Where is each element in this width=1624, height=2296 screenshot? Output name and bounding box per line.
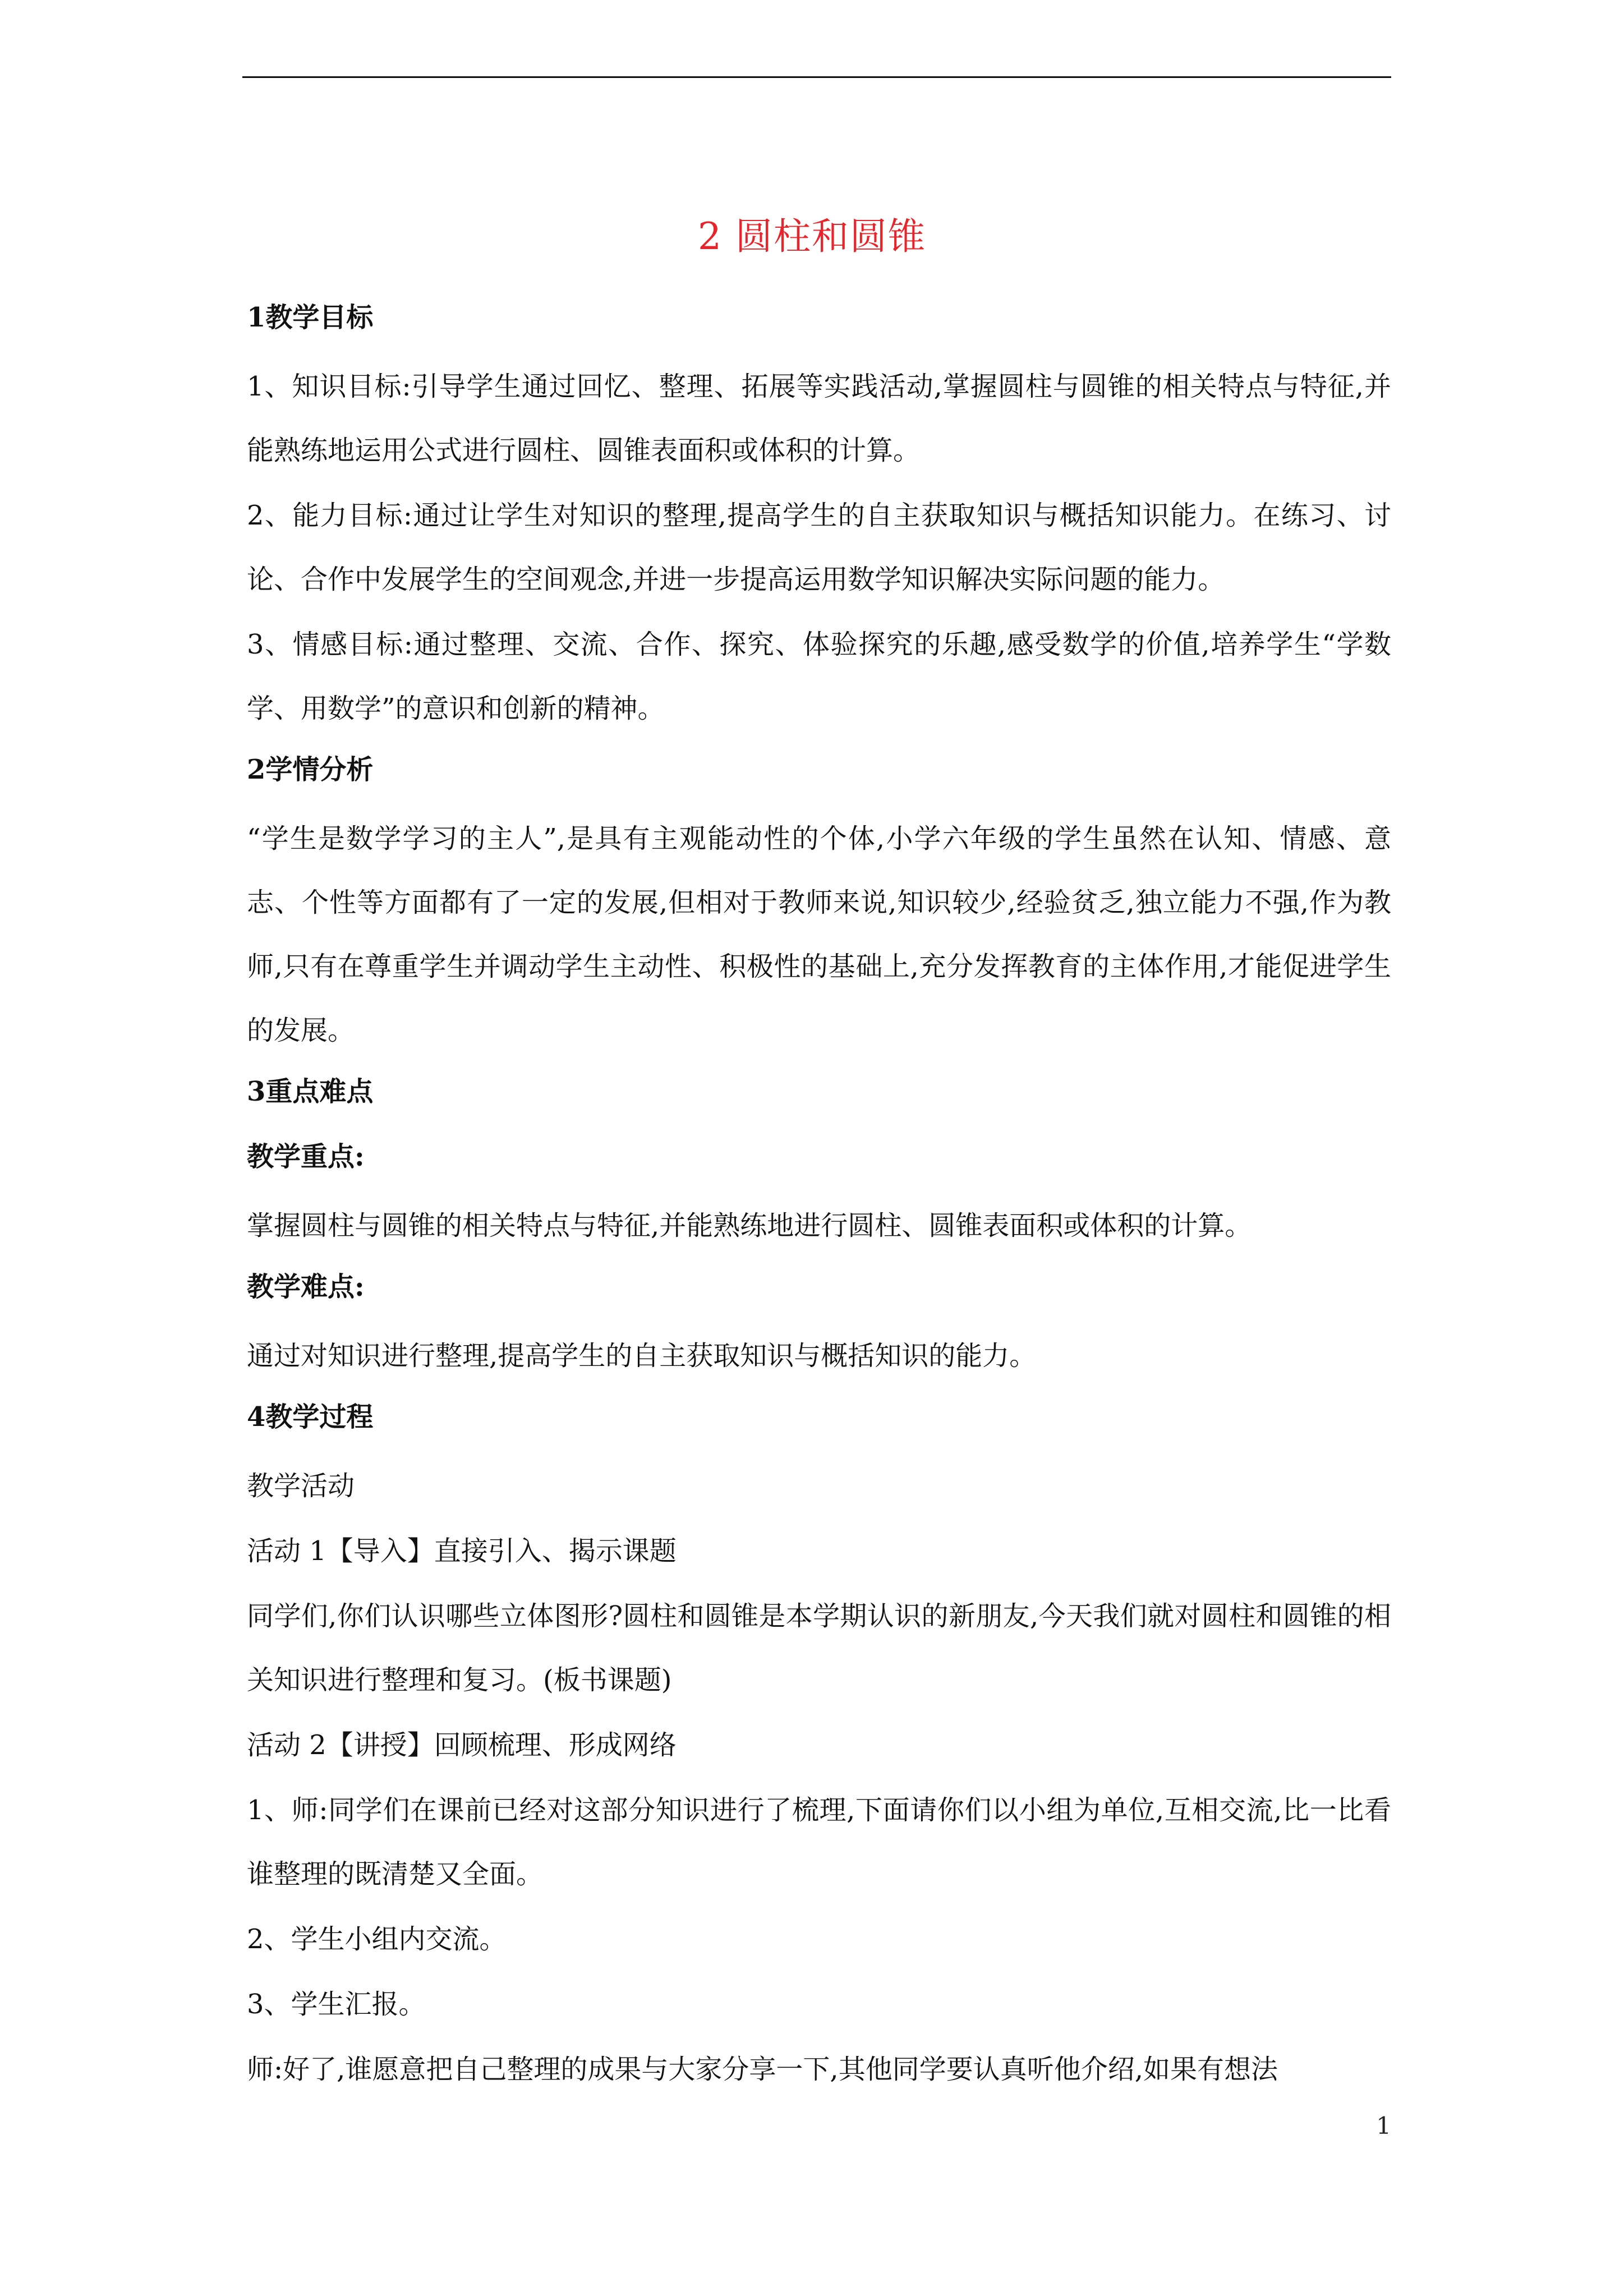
document-body	[247, 289, 1391, 2102]
section-heading-key-points: 3重点难点	[247, 1076, 374, 1107]
page-number: 1	[1376, 2112, 1391, 2139]
paragraph-teacher-prompt: 师:好了,谁愿意把自己整理的成果与大家分享一下,其他同学要认真听他介绍,如果有想法	[247, 2054, 1278, 2085]
paragraph-student-analysis: “学生是数学学习的主人”,是具有主观能动性的个体,小学六年级的学生虽然在认知、情感、意志、个性等方面都有了一定的发展,但相对于教师来说,知识较少,经验贫乏,独立能力不强,作为教师,只有在尊重学生并调动学生主动性、积极性的基础上,充分发挥教育的主体作用,才能促进学生的发展。	[247, 823, 1391, 1046]
paragraph-activity-1: 活动 1【导入】直接引入、揭示课题	[247, 1535, 677, 1567]
section-heading-process: 4教学过程	[247, 1401, 374, 1433]
section-heading-objectives: 1教学目标	[247, 302, 374, 333]
paragraph-focus: 掌握圆柱与圆锥的相关特点与特征,并能熟练地进行圆柱、圆锥表面积或体积的计算。	[247, 1210, 1252, 1241]
header-rule	[242, 76, 1391, 78]
paragraph-emotion-goal: 3、情感目标:通过整理、交流、合作、探究、体验探究的乐趣,感受数学的价值,培养学生“学数学、用数学”的意识和创新的精神。	[247, 629, 1391, 724]
paragraph-activity-2: 活动 2【讲授】回顾梳理、形成网络	[247, 1729, 677, 1761]
paragraph-difficulty: 通过对知识进行整理,提高学生的自主获取知识与概括知识的能力。	[247, 1340, 1037, 1372]
paragraph-step-3: 3、学生汇报。	[247, 1989, 426, 2020]
paragraph-step-2: 2、学生小组内交流。	[247, 1924, 507, 1955]
paragraph-ability-goal: 2、能力目标:通过让学生对知识的整理,提高学生的自主获取知识与概括知识能力。在练习、讨论、合作中发展学生的空间观念,并进一步提高运用数学知识解决实际问题的能力。	[247, 500, 1391, 595]
paragraph-knowledge-goal: 1、知识目标:引导学生通过回忆、整理、拓展等实践活动,掌握圆柱与圆锥的相关特点与特征,并能熟练地运用公式进行圆柱、圆锥表面积或体积的计算。	[247, 371, 1391, 466]
paragraph-activities-label: 教学活动	[247, 1470, 355, 1502]
document-title: 2 圆柱和圆锥	[698, 215, 926, 258]
subheading-focus: 教学重点:	[247, 1141, 365, 1172]
subheading-difficulty: 教学难点:	[247, 1271, 365, 1303]
paragraph-intro: 同学们,你们认识哪些立体图形?圆柱和圆锥是本学期认识的新朋友,今天我们就对圆柱和圆锥的相关知识进行整理和复习。(板书课题)	[247, 1600, 1391, 1696]
section-heading-analysis: 2学情分析	[247, 754, 374, 785]
paragraph-step-1: 1、师:同学们在课前已经对这部分知识进行了梳理,下面请你们以小组为单位,互相交流,比一比看谁整理的既清楚又全面。	[247, 1795, 1391, 1890]
